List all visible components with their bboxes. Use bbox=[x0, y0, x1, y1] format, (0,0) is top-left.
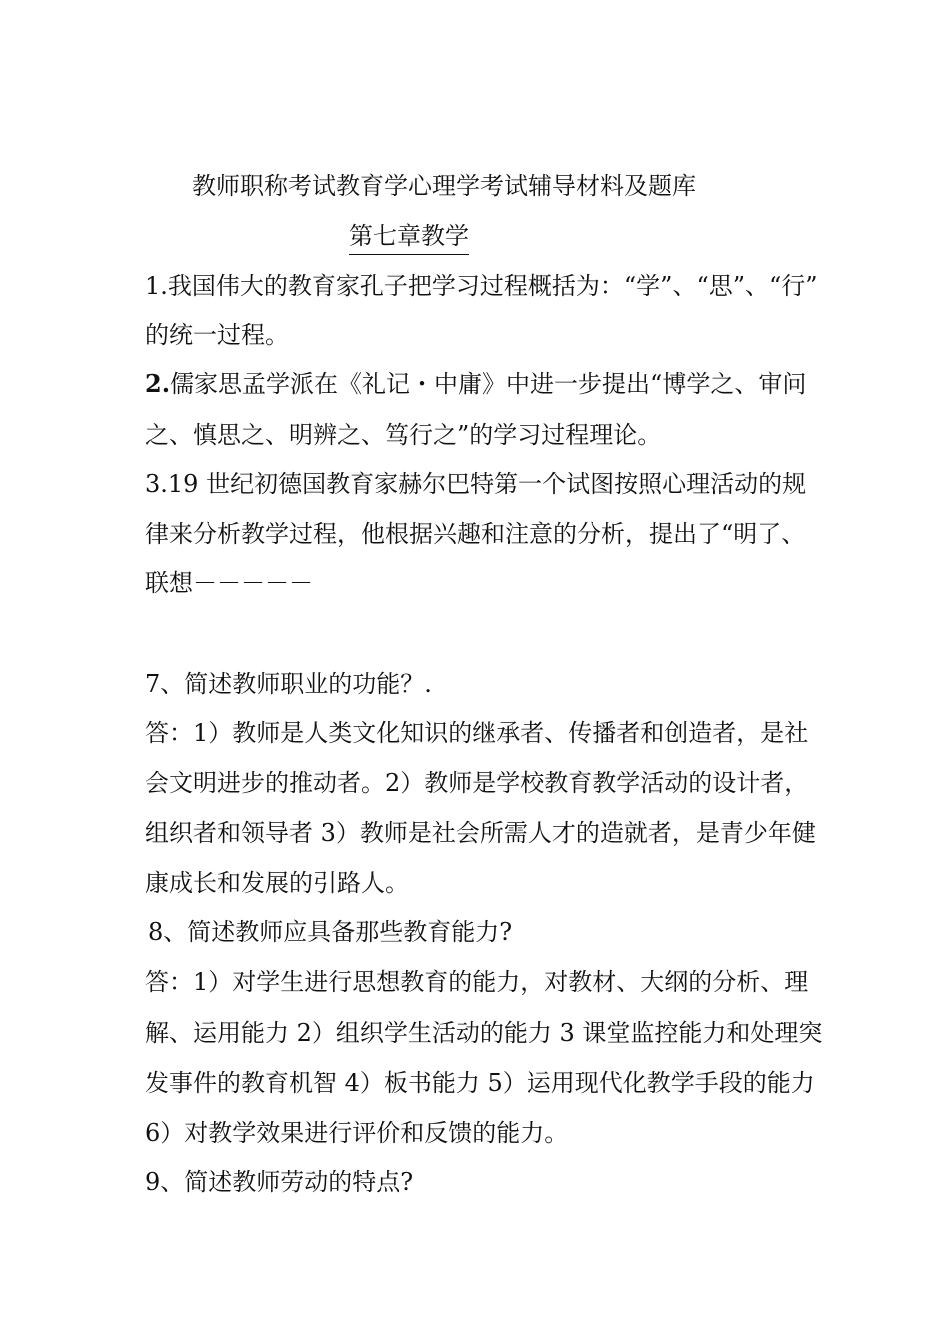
question-8: 8、简述教师应具备那些教育能力? bbox=[148, 918, 513, 946]
answer-7-line-4: 康成长和发展的引路人。 bbox=[145, 869, 409, 897]
answer-8-line-4: 6）对教学效果进行评价和反馈的能力。 bbox=[145, 1119, 569, 1147]
item-3-line-1: 3.19 世纪初德国教育家赫尔巴特第一个试图按照心理活动的规 bbox=[145, 470, 807, 498]
item-2-line-2: 之、慎思之、明辨之、笃行之”的学习过程理论。 bbox=[145, 421, 662, 449]
answer-8-line-2: 解、运用能力 2）组织学生活动的能力 3 课堂监控能力和处理突 bbox=[145, 1019, 823, 1047]
answer-8-line-1: 答：1）对学生进行思想教育的能力，对教材、大纲的分析、理 bbox=[145, 968, 809, 996]
answer-7-line-1: 答：1）教师是人类文化知识的继承者、传播者和创造者，是社 bbox=[145, 719, 809, 747]
question-7: 7、简述教师职业的功能？. bbox=[145, 670, 432, 698]
item-2-number: 2. bbox=[145, 369, 171, 398]
answer-7-line-2: 会文明进步的推动者。2）教师是学校教育教学活动的设计者， bbox=[145, 769, 809, 797]
chapter-title: 第七章教学 bbox=[349, 220, 469, 255]
item-2-text-1: 儒家思孟学派在《礼记・中庸》中进一步提出“博学之、审问 bbox=[170, 370, 807, 398]
answer-7-line-3: 组织者和领导者 3）教师是社会所需人才的造就者，是青少年健 bbox=[145, 819, 816, 847]
item-1-number: 1. bbox=[145, 272, 168, 300]
item-1-line-1 bbox=[145, 270, 818, 302]
item-2-line-1 bbox=[145, 368, 806, 400]
item-1-line-2: 的统一过程。 bbox=[145, 321, 289, 349]
document-title: 教师职称考试教育学心理学考试辅导材料及题库 bbox=[192, 172, 696, 200]
item-3-line-3: 联想－－－－－ bbox=[145, 569, 313, 597]
item-3-line-2: 律来分析教学过程，他根据兴趣和注意的分析，提出了“明了、 bbox=[145, 520, 806, 548]
item-1-text-1: 我国伟大的教育家孔子把学习过程概括为：“学”、“思”、“行” bbox=[167, 272, 818, 300]
question-9: 9、简述教师劳动的特点? bbox=[145, 1168, 414, 1196]
answer-8-line-3: 发事件的教育机智 4）板书能力 5）运用现代化教学手段的能力 bbox=[145, 1069, 815, 1097]
